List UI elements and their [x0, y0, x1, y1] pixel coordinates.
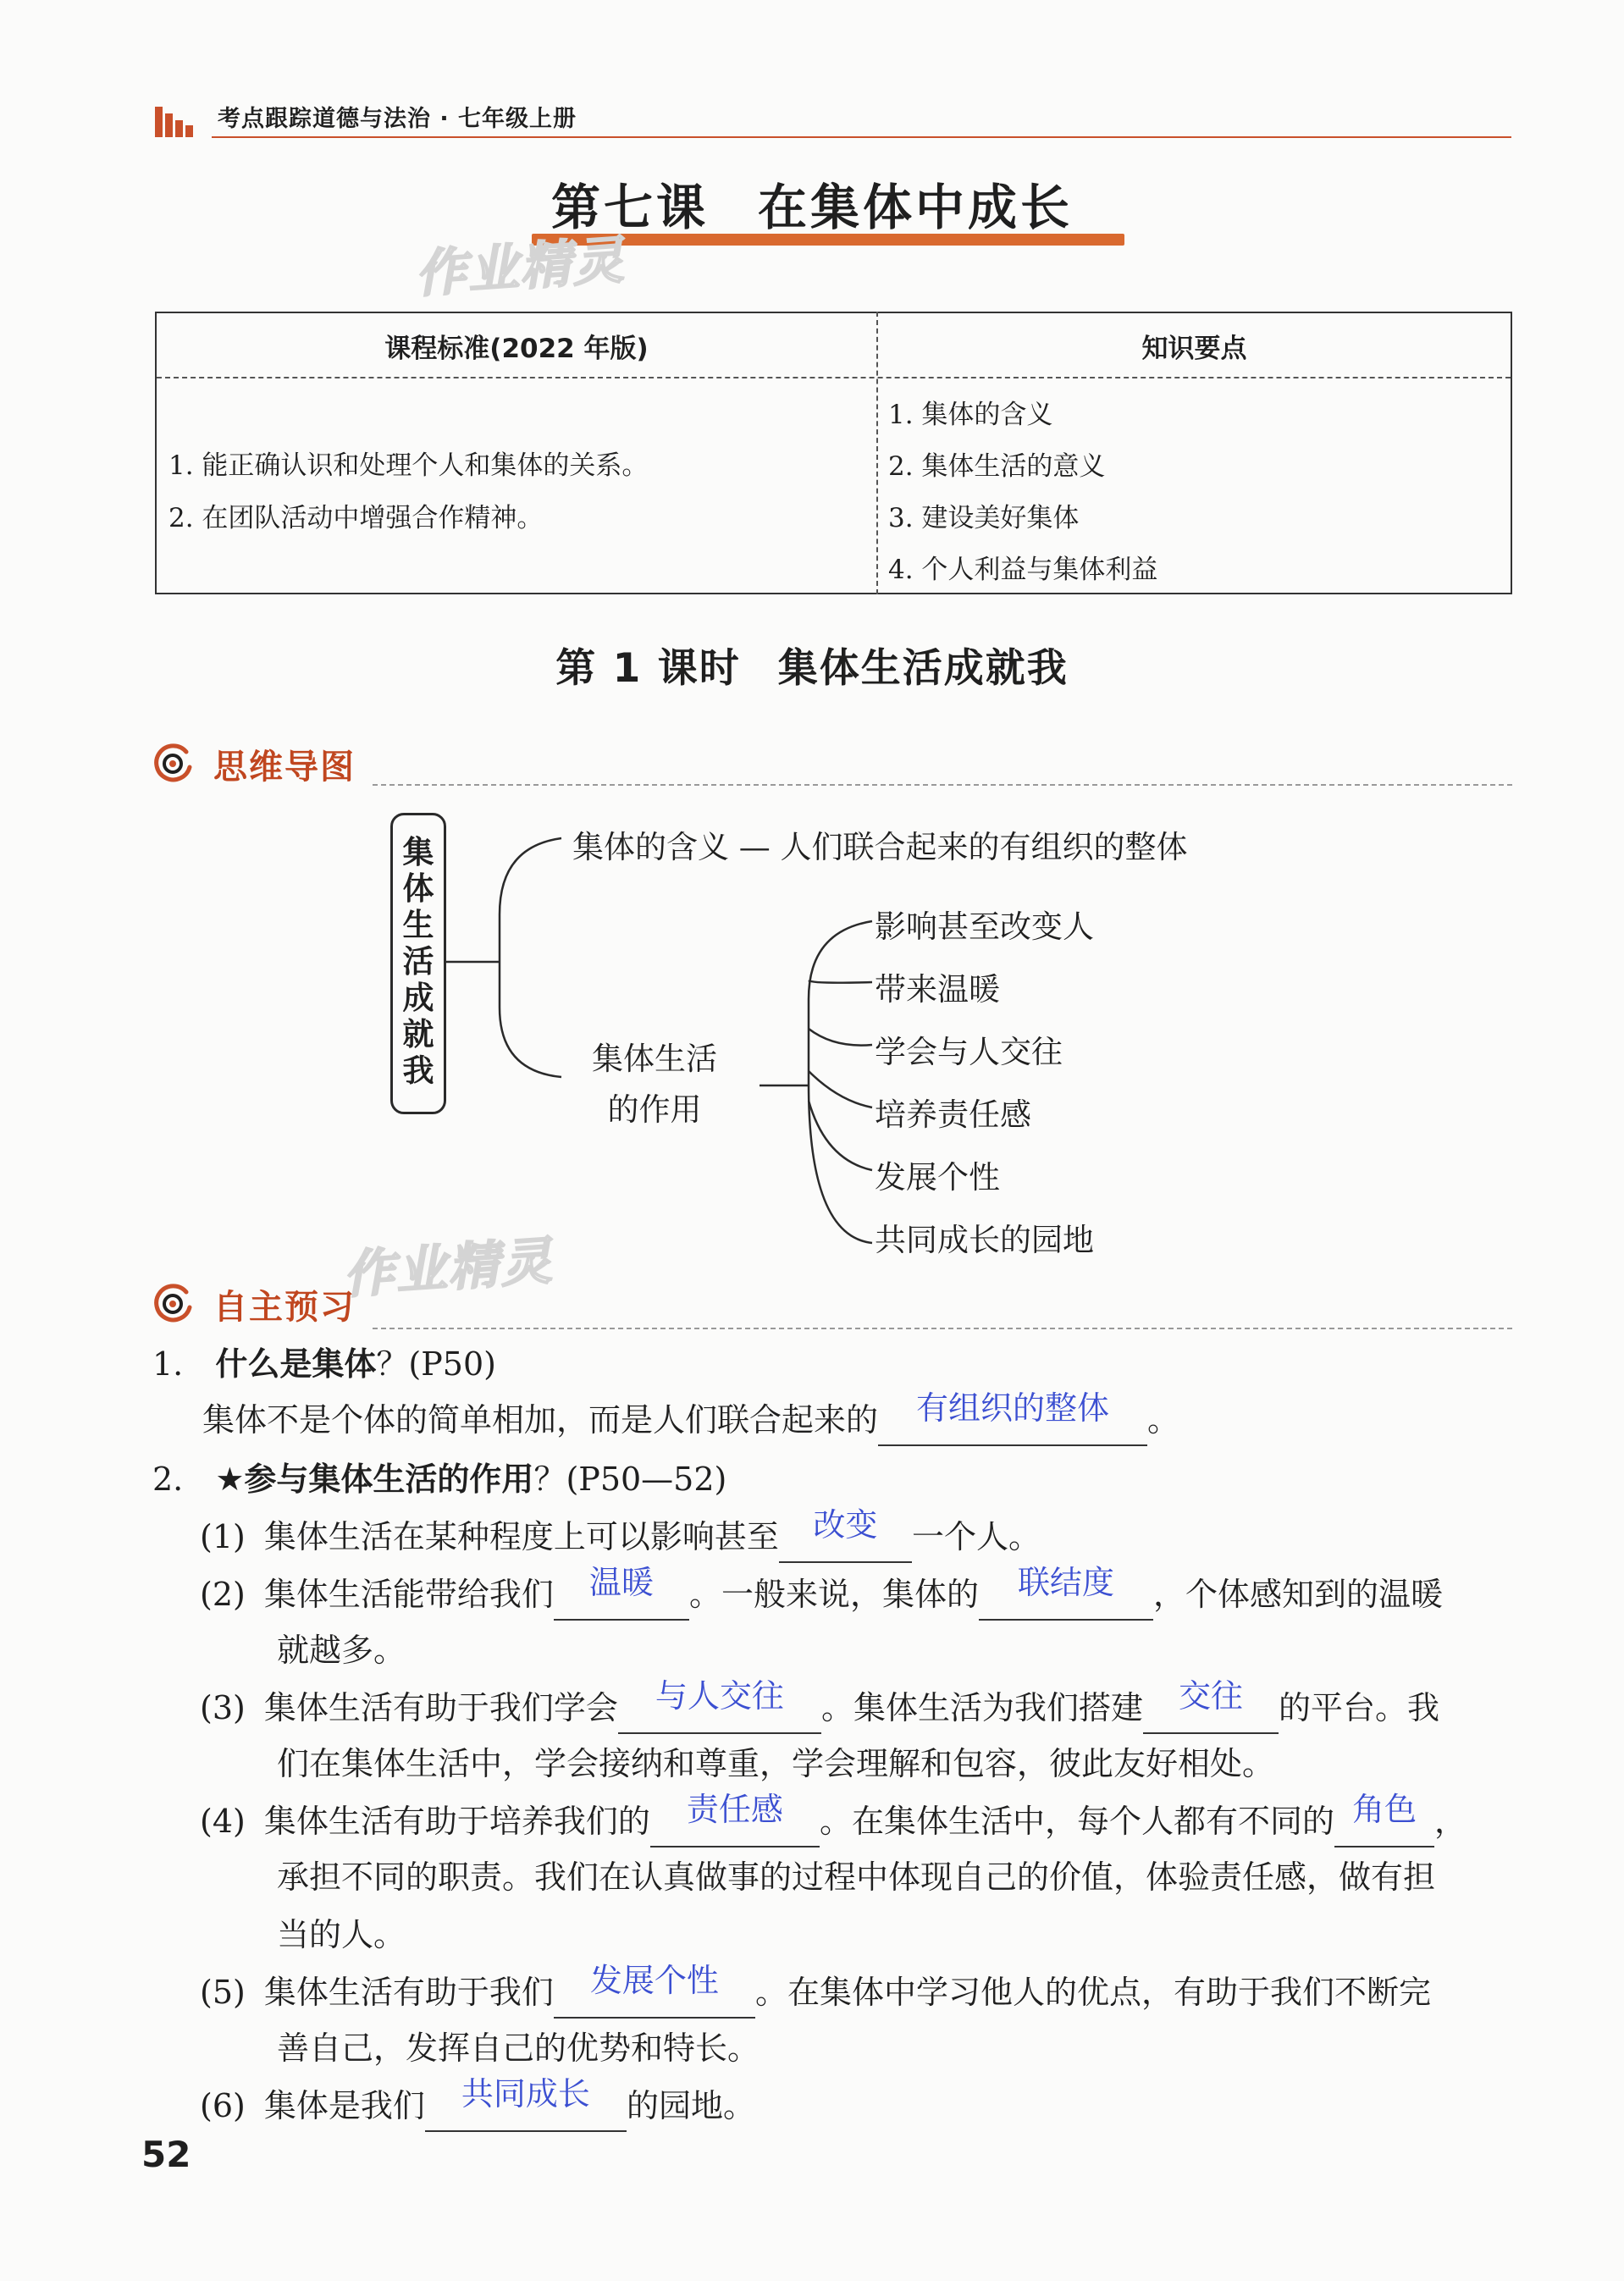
text-span: 集体不是个体的简单相加，而是人们联合起来的 — [202, 1401, 879, 1439]
item-number: (4) — [200, 1803, 246, 1840]
item-6 — [200, 2075, 755, 2132]
answer-blank — [779, 1506, 912, 1563]
section-title-preview: 自主预习 — [213, 1288, 356, 1327]
answer-text: 交往 — [1178, 1677, 1243, 1715]
mindmap-root-char: 集 — [402, 834, 434, 870]
item-1 — [200, 1506, 1041, 1563]
target-icon — [152, 1284, 193, 1324]
text-span: 。集体生活为我们搭建 — [820, 1689, 1143, 1726]
answer-blank — [554, 1564, 689, 1621]
mindmap-leaf: 学会与人交往 — [875, 1034, 1063, 1070]
text-span: 。 — [1147, 1401, 1180, 1439]
mindmap-root-char: 成 — [402, 980, 434, 1016]
text-span: 的平台。我 — [1278, 1689, 1439, 1726]
answer-text: 角色 — [1351, 1791, 1417, 1828]
item-number: (1) — [200, 1518, 246, 1555]
section-title-mindmap: 思维导图 — [213, 748, 356, 787]
table-header-points: 知识要点 — [1141, 334, 1247, 364]
answer-text: 改变 — [813, 1506, 878, 1544]
item-number: (2) — [200, 1576, 246, 1613]
text-span: 。在集体生活中，每个人都有不同的 — [819, 1803, 1334, 1840]
mindmap-root-char: 体 — [402, 870, 434, 907]
mindmap-root-char: 我 — [402, 1052, 434, 1089]
page-number: 52 — [141, 2134, 191, 2175]
text-span: 集体生活能带给我们 — [263, 1576, 554, 1613]
answer-blank — [979, 1564, 1153, 1621]
answer-blank — [554, 1962, 755, 2019]
mindmap-leaf: 带来温暖 — [875, 971, 1000, 1008]
question-2 — [152, 1461, 727, 1498]
answer-blank — [618, 1677, 821, 1734]
question-title: 什么是集体 — [215, 1345, 377, 1383]
answer-text: 与人交往 — [655, 1677, 784, 1715]
table-cell: 1. 集体的含义 — [888, 400, 1053, 430]
question-number: 2. — [152, 1461, 184, 1498]
mindmap-root-char: 活 — [402, 943, 434, 980]
subsection-number: 第 1 课时 — [555, 645, 741, 692]
answer-blank — [1143, 1677, 1279, 1734]
mindmap-branch-role — [583, 1033, 726, 1129]
text-span: 集体是我们 — [263, 2087, 425, 2124]
text-span: 。在集体中学习他人的优点，有助于我们不断完 — [754, 1974, 1431, 2011]
table-cell: 1. 能正确认识和处理个人和集体的关系。 — [168, 450, 649, 481]
table-cell: 4. 个人利益与集体利益 — [888, 555, 1158, 585]
lesson-number: 第七课 — [550, 179, 709, 236]
answer-text: 温暖 — [588, 1564, 654, 1601]
item-5-continuation: 善自己，发挥自己的优势和特长。 — [277, 2030, 760, 2067]
text-span: ， — [1433, 1803, 1467, 1840]
item-number: (5) — [200, 1974, 246, 2011]
item-2 — [200, 1564, 1443, 1621]
mindmap-branch-role-line: 集体生活 — [592, 1041, 717, 1077]
book-title: 考点跟踪道德与法治 · 七年级上册 — [218, 106, 577, 132]
mindmap-branch-definition: 集体的含义 — 人们联合起来的有组织的整体 — [572, 829, 1188, 865]
mindmap-root-char: 就 — [402, 1016, 434, 1052]
text-span: 的园地。 — [626, 2087, 755, 2124]
item-3 — [200, 1677, 1439, 1734]
question-1-answer-line — [202, 1389, 1180, 1446]
item-2-continuation: 就越多。 — [277, 1632, 406, 1669]
item-4 — [200, 1791, 1467, 1847]
mindmap-leaf: 发展个性 — [875, 1159, 1000, 1196]
watermark: 作业精灵 — [341, 1231, 555, 1306]
section-divider — [373, 1328, 1512, 1329]
mindmap-leaf: 共同成长的园地 — [875, 1222, 1094, 1258]
item-4-continuation: 当的人。 — [277, 1916, 406, 1953]
answer-blank — [425, 2075, 627, 2132]
question-number: 1. — [152, 1345, 184, 1383]
answer-text: 发展个性 — [589, 1962, 719, 1999]
table-cell: 2. 在团队活动中增强合作精神。 — [168, 503, 544, 533]
item-4-continuation: 承担不同的职责。我们在认真做事的过程中体现自己的价值，体验责任感，做有担 — [277, 1858, 1436, 1896]
mindmap-leaf: 影响甚至改变人 — [875, 909, 1094, 945]
text-span: 集体生活有助于我们 — [263, 1974, 554, 2011]
question-ref: ？(P50—52) — [533, 1461, 727, 1498]
text-span: 集体生活有助于我们学会 — [263, 1689, 618, 1726]
text-span: 一个人。 — [911, 1518, 1041, 1555]
item-number: (3) — [200, 1689, 246, 1726]
answer-text: 联结度 — [1017, 1564, 1114, 1601]
text-span: 集体生活有助于培养我们的 — [263, 1803, 650, 1840]
answer-text: 共同成长 — [461, 2075, 590, 2113]
lesson-name: 在集体中成长 — [758, 179, 1074, 236]
table-header-standard: 课程标准(2022 年版) — [384, 334, 649, 364]
question-title: ★参与集体生活的作用 — [215, 1461, 534, 1498]
table-cell: 2. 集体生活的意义 — [888, 451, 1106, 482]
table-cell: 3. 建设美好集体 — [888, 503, 1080, 533]
mindmap-branch-role-line: 的作用 — [607, 1091, 702, 1128]
text-span: 集体生活在某种程度上可以影响甚至 — [263, 1518, 779, 1555]
answer-text: 责任感 — [686, 1791, 783, 1828]
question-ref: ？(P50) — [376, 1345, 496, 1383]
answer-blank — [1334, 1791, 1434, 1847]
question-1 — [152, 1345, 496, 1383]
mindmap-leaf: 培养责任感 — [875, 1096, 1031, 1133]
item-number: (6) — [200, 2087, 246, 2124]
text-span: ，个体感知到的温暖 — [1152, 1576, 1443, 1613]
answer-blank — [650, 1791, 820, 1847]
item-5 — [200, 1962, 1431, 2019]
item-3-continuation: 们在集体生活中，学会接纳和尊重，学会理解和包容，彼此友好相处。 — [277, 1745, 1275, 1782]
mindmap-root-char: 生 — [402, 907, 434, 943]
watermark: 作业精灵 — [413, 230, 627, 305]
answer-text: 有组织的整体 — [916, 1389, 1110, 1427]
subsection-name: 集体生活成就我 — [777, 645, 1069, 692]
answer-blank — [878, 1389, 1147, 1446]
text-span: 。一般来说，集体的 — [688, 1576, 979, 1613]
